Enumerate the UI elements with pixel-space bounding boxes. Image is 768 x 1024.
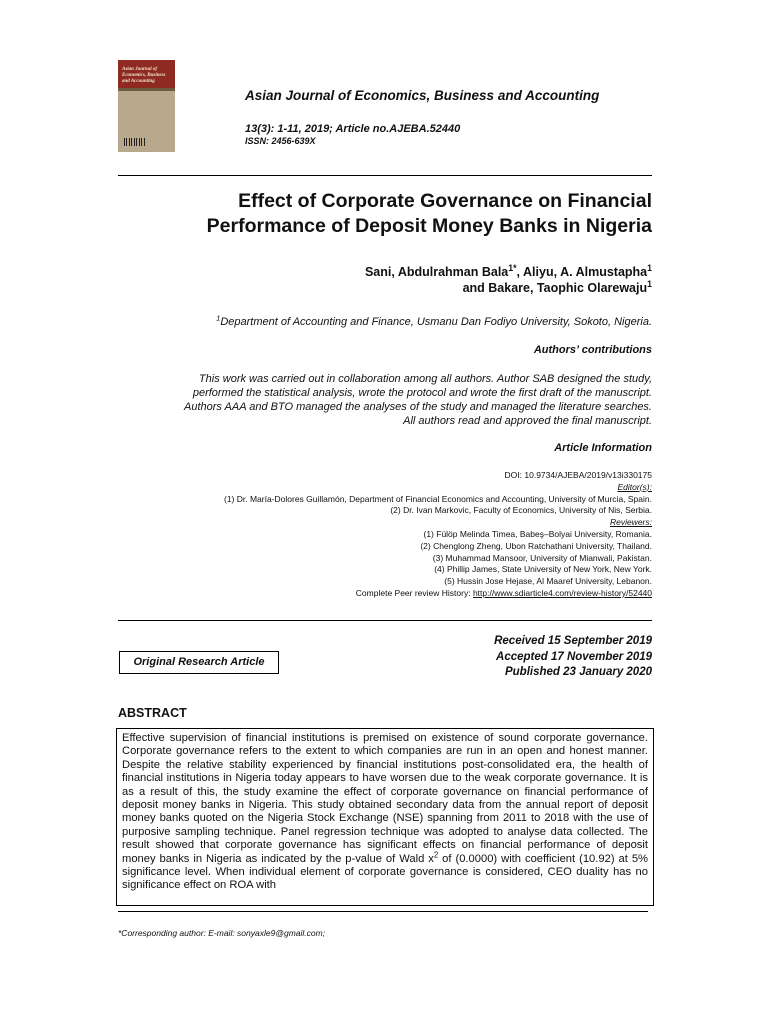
cover-title: Asian Journal of Economics, Business and Accounting <box>122 67 166 84</box>
article-info-heading: Article Information <box>554 442 652 454</box>
journal-cover-image <box>118 60 175 152</box>
abstract-heading: ABSTRACT <box>118 706 187 720</box>
info-rule <box>118 620 652 621</box>
reviewer-1: (1) Fülöp Melinda Timea, Babeş–Bolyai University, Romania. <box>423 528 652 539</box>
cover-barcode <box>124 138 146 146</box>
editor-2: (2) Dr. Ivan Markovic, Faculty of Economics, University of Nis, Serbia. <box>390 505 652 516</box>
abstract-text: Effective supervision of financial institutions is premised on existence of sound corporate governance. Corporate governance refers to the extent to which companies are run in an open and honest manner. Despite the relative stability experienced by financial institutions post-consolidated era, the health of financial institutions in Nigeria today appears to have worsen due to the weak corporate governance. It is as a result of this, the study examine the effect of corporate governance on financial performance of deposit money banks in Nigeria. This study obtained secondary data from the annual report of deposit money banks quoted on the Nigeria Stock Exchange (NSE) spanning from 2011 to 2018 with the use of purposive sampling technique. Panel regression technique was adopted to analyse data collected. The result showed that corporate governance has significant effects on financial performance of deposit money banks in Nigeria as indicated by the p-value of Wald $x^2$ of (0.0000) with coefficient (10.92) at 5% significance level. When individual element of corporate governance is considered, CEO duality has no significance effect on ROA with <box>122 732 648 892</box>
authors-line-2: and Bakare, Taophic Olarewaju$^1$ <box>462 278 652 295</box>
authors-line-1: Sani, Abdulrahman Bala$^{1*}$, Aliyu, A. Almustapha$^1$ <box>364 262 652 279</box>
article-type-badge: Original Research Article <box>119 651 279 674</box>
issn: ISSN: 2456-639X <box>245 136 316 146</box>
contributions-text: This work was carried out in collaboration among all authors. Author SAB designed the study, performed the statistical analysis, wrote the protocol and wrote the first draft of the manuscript. Authors AAA and BTO managed the analyses of the study and managed the literature searches. All authors read and approved the final manuscript. <box>184 373 652 427</box>
reviewer-5: (5) Hussin Jose Hejase, Al Maaref University, Lebanon. <box>444 576 652 587</box>
author-list <box>118 264 652 296</box>
reviewer-4: (4) Phillip James, State University of New York, New York. <box>434 564 652 575</box>
article-info <box>118 470 652 600</box>
paper-title: Effect of Corporate Governance on Financial Performance of Deposit Money Banks in Nigeria <box>206 190 652 237</box>
footnote-separator <box>118 911 648 912</box>
doi: DOI: 10.9734/AJEBA/2019/v13i330175 <box>504 470 652 480</box>
received-date: Received 15 September 2019 <box>494 635 652 647</box>
reviewers-label: Reviewers: <box>609 517 652 528</box>
peer-review-link[interactable]: http://www.sdiarticle4.com/review-history/52440 <box>472 587 652 598</box>
header-rule <box>118 175 652 176</box>
affiliation: $^1$Department of Accounting and Finance, Usmanu Dan Fodiyo University, Sokoto, Nigeria. <box>216 313 652 328</box>
volume-info: 13(3): 1-11, 2019; Article no.AJEBA.52440 <box>245 123 461 135</box>
cover-divider <box>118 88 175 91</box>
journal-name: Asian Journal of Economics, Business and Accounting <box>245 88 600 103</box>
corresponding-author: *Corresponding author: E-mail: sonyaxle9@gmail.com; <box>118 928 326 938</box>
published-date: Published 23 January 2020 <box>504 666 652 678</box>
abstract-box <box>116 728 654 906</box>
editors-label: Editor(s): <box>617 481 652 492</box>
editor-1: (1) Dr. María-Dolores Guillamón, Department of Financial Economics and Accounting, University of Murcia, Spain. <box>223 493 652 504</box>
contributions-heading: Authors’ contributions <box>533 344 652 356</box>
accepted-date: Accepted 17 November 2019 <box>496 650 652 663</box>
reviewer-3: (3) Muhammad Mansoor, University of Mianwali, Pakistan. <box>432 552 652 563</box>
reviewer-2: (2) Chenglong Zheng, Ubon Ratchathani University, Thailand. <box>420 540 652 551</box>
peer-review-history: Complete Peer review History: http://www.sdiarticle4.com/review-history/52440 <box>355 587 652 598</box>
